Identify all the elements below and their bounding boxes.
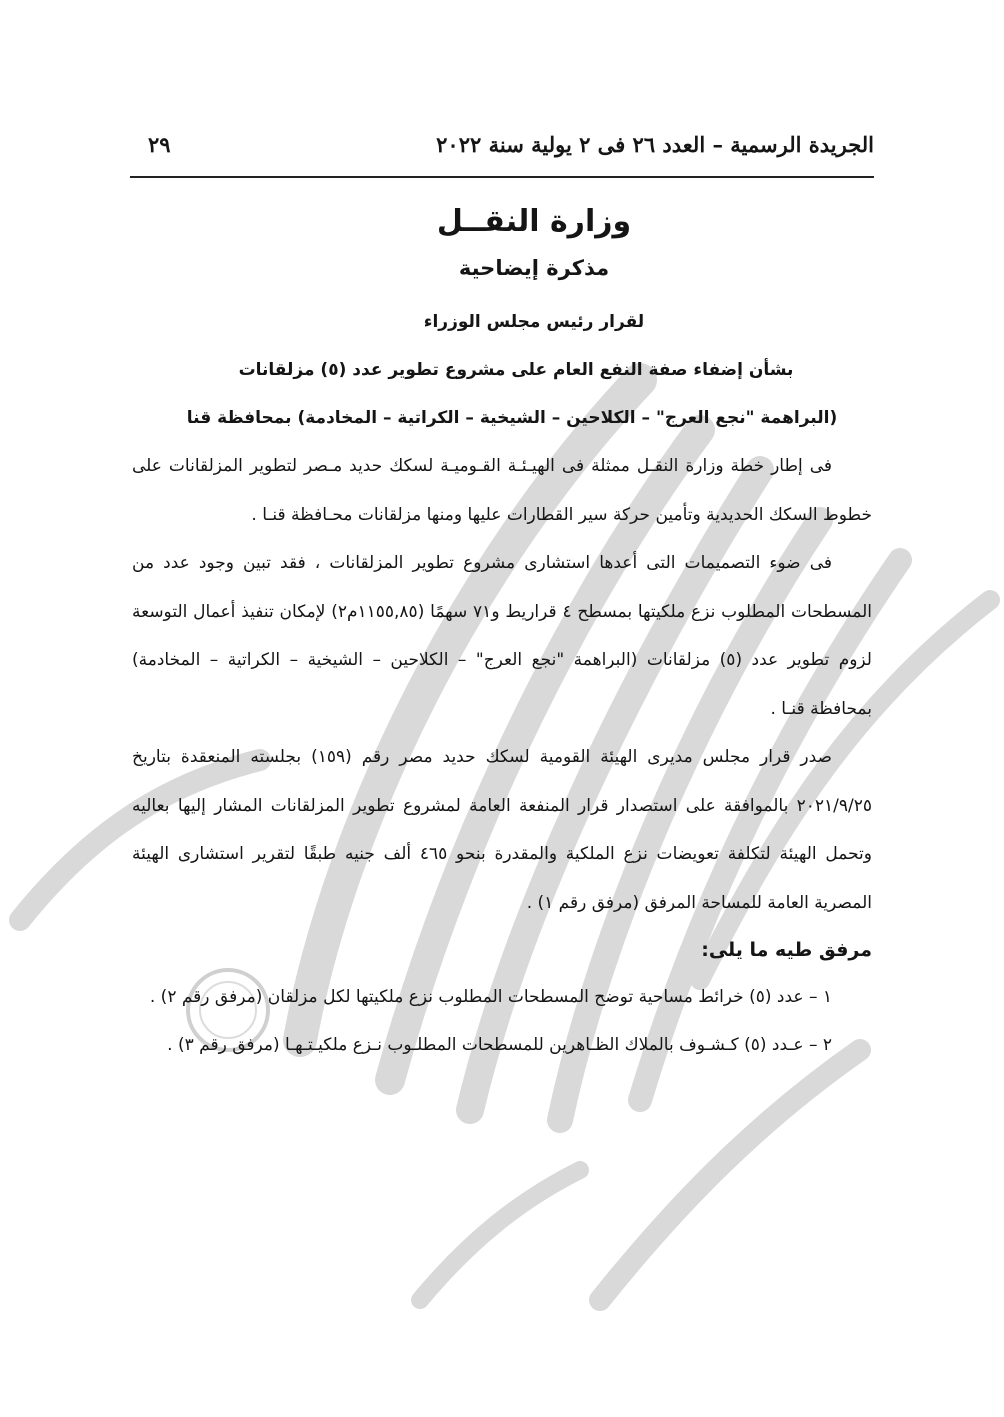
gazette-issue-line: الجريدة الرسمية – العدد ٢٦ فى ٢ يولية سنة ٢٠٢٢: [436, 132, 874, 157]
subject-line-2: بشأن إضفاء صفة النفع العام على مشروع تطوير عدد (٥) مزلقانات: [238, 360, 794, 380]
memo-title: مذكرة إيضاحية: [458, 256, 610, 280]
page-header: [130, 128, 874, 168]
paragraph-1: فى إطار خطة وزارة النقـل ممثلة فى الهيـئـة القـوميـة لسكك حديد مـصر لتطوير المزلقانات على خطوط السكك الحديدية وتأمين حركة سير القطارات عليها ومنها مزلقانات محـافظة قنـا .: [132, 456, 872, 525]
attachment-item-2: ٢ – عـدد (٥) كـشـوف بالملاك الظـاهرين للمسطحات المطلـوب نـزع ملكيـتـهـا (مرفق رقم ٣) .: [167, 1035, 832, 1055]
document-body: [132, 198, 872, 1069]
attachment-item-1: ١ – عدد (٥) خرائط مساحية توضح المسطحات المطلوب نزع ملكيتها لكل مزلقان (مرفق رقم ٢) .: [149, 987, 832, 1007]
page-number: ٢٩: [148, 132, 171, 157]
subject-line-1: لقرار رئيس مجلس الوزراء: [423, 312, 645, 332]
attachments-heading: مرفق طيه ما يلى:: [701, 939, 872, 961]
paragraph-3: صدر قرار مجلس مديرى الهيئة القومية لسكك حديد مصر رقم (١٥٩) بجلسته المنعقدة بتاريخ ٢٠٢١/٩/٢٥ بالموافقة على استصدار قرار المنفعة العامة لمشروع تطوير المزلقانات المشار إليها بعاليه وتحمل الهيئة لتكلفة تعويضات نزع الملكية والمقدرة بنحو ٤٦٥ ألف جنيه طبقًا لتقرير استشارى الهيئة المصرية العامة للمساحة المرفق (مرفق رقم ١) .: [132, 747, 872, 913]
paragraph-2: فى ضوء التصميمات التى أعدها استشارى مشروع تطوير المزلقانات ، فقد تبين وجود عدد من المسطحات المطلوب نزع ملكيتها بمسطح ٤ قراريط و٧١ سهمًا (١١٥٥,٨٥م٢) لإمكان تنفيذ أعمال التوسعة لزوم تطوير عدد (٥) مزلقانات (البراهمة "نجع العرج" – الكلاحين – الشيخية – الكراتية – المخادمة) بمحافظة قنـا .: [132, 553, 873, 719]
header-rule: [130, 176, 874, 178]
ministry-title: وزارة النقــل: [436, 204, 632, 239]
subject-line-3: (البراهمة "نجع العرج" – الكلاحين – الشيخية – الكراتية – المخادمة) بمحافظة قنا: [186, 408, 838, 428]
